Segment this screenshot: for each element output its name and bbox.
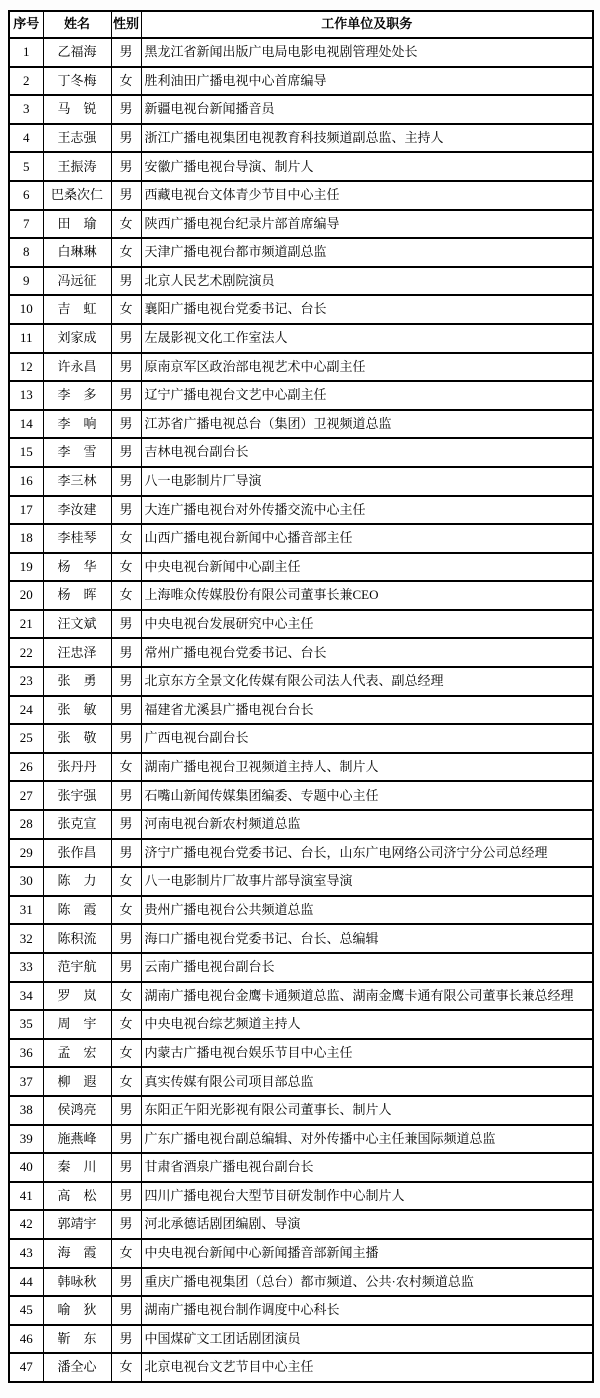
cell-work: 新疆电视台新闻播音员 — [141, 95, 593, 124]
cell-name: 张作昌 — [43, 839, 111, 868]
cell-gender: 男 — [111, 1268, 141, 1297]
table-row — [9, 1125, 593, 1154]
cell-name: 李汝建 — [43, 496, 111, 525]
cell-no: 36 — [9, 1039, 43, 1068]
cell-work: 中国煤矿文工团话剧团演员 — [141, 1325, 593, 1354]
cell-name: 周 宇 — [43, 1010, 111, 1039]
table-row — [9, 295, 593, 324]
cell-name: 杨 华 — [43, 553, 111, 582]
table-row — [9, 95, 593, 124]
cell-name: 吉 虹 — [43, 295, 111, 324]
cell-name: 马 锐 — [43, 95, 111, 124]
cell-work: 陕西广播电视台纪录片部首席编导 — [141, 210, 593, 239]
table-row — [9, 1153, 593, 1182]
table-row — [9, 381, 593, 410]
table-row — [9, 839, 593, 868]
cell-work: 襄阳广播电视台党委书记、台长 — [141, 295, 593, 324]
cell-no: 32 — [9, 924, 43, 953]
cell-gender: 男 — [111, 467, 141, 496]
cell-gender: 男 — [111, 638, 141, 667]
cell-work: 吉林电视台副台长 — [141, 438, 593, 467]
table-row — [9, 181, 593, 210]
cell-work: 石嘴山新闻传媒集团编委、专题中心主任 — [141, 781, 593, 810]
cell-name: 海 霞 — [43, 1239, 111, 1268]
cell-name: 王振涛 — [43, 152, 111, 181]
cell-no: 15 — [9, 438, 43, 467]
cell-name: 侯鸿亮 — [43, 1096, 111, 1125]
cell-name: 李 多 — [43, 381, 111, 410]
cell-work: 湖南广播电视台卫视频道主持人、制片人 — [141, 753, 593, 782]
cell-gender: 男 — [111, 610, 141, 639]
cell-no: 42 — [9, 1210, 43, 1239]
cell-work: 北京人民艺术剧院演员 — [141, 267, 593, 296]
table-row — [9, 896, 593, 925]
cell-work: 天津广播电视台都市频道副总监 — [141, 238, 593, 267]
cell-no: 45 — [9, 1296, 43, 1325]
cell-name: 王志强 — [43, 124, 111, 153]
cell-no: 43 — [9, 1239, 43, 1268]
table-row — [9, 610, 593, 639]
cell-name: 许永昌 — [43, 353, 111, 382]
cell-no: 26 — [9, 753, 43, 782]
cell-work: 北京东方全景文化传媒有限公司法人代表、副总经理 — [141, 667, 593, 696]
cell-no: 24 — [9, 696, 43, 725]
cell-gender: 女 — [111, 1067, 141, 1096]
cell-gender: 男 — [111, 1296, 141, 1325]
table-row — [9, 1296, 593, 1325]
table-row — [9, 924, 593, 953]
cell-gender: 男 — [111, 267, 141, 296]
cell-no: 23 — [9, 667, 43, 696]
table-row — [9, 953, 593, 982]
cell-name: 张丹丹 — [43, 753, 111, 782]
table-row — [9, 210, 593, 239]
table-row — [9, 324, 593, 353]
cell-no: 3 — [9, 95, 43, 124]
cell-work: 中央电视台综艺频道主持人 — [141, 1010, 593, 1039]
cell-no: 19 — [9, 553, 43, 582]
cell-work: 内蒙古广播电视台娱乐节目中心主任 — [141, 1039, 593, 1068]
cell-gender: 男 — [111, 1153, 141, 1182]
cell-no: 21 — [9, 610, 43, 639]
cell-name: 陈积流 — [43, 924, 111, 953]
cell-gender: 女 — [111, 1010, 141, 1039]
cell-gender: 男 — [111, 1096, 141, 1125]
header-cell-work: 工作单位及职务 — [141, 11, 593, 38]
cell-work: 山西广播电视台新闻中心播音部主任 — [141, 524, 593, 553]
cell-gender: 女 — [111, 210, 141, 239]
cell-gender: 女 — [111, 896, 141, 925]
cell-name: 张克宣 — [43, 810, 111, 839]
cell-work: 中央电视台发展研究中心主任 — [141, 610, 593, 639]
cell-work: 甘肃省酒泉广播电视台副台长 — [141, 1153, 593, 1182]
cell-work: 胜利油田广播电视中心首席编导 — [141, 67, 593, 96]
cell-name: 汪文斌 — [43, 610, 111, 639]
cell-gender: 男 — [111, 1210, 141, 1239]
cell-gender: 男 — [111, 810, 141, 839]
cell-work: 重庆广播电视集团（总台）都市频道、公共·农村频道总监 — [141, 1268, 593, 1297]
cell-no: 20 — [9, 581, 43, 610]
cell-name: 李三林 — [43, 467, 111, 496]
table-row — [9, 1325, 593, 1354]
table-row — [9, 1239, 593, 1268]
cell-work: 河北承德话剧团编剧、导演 — [141, 1210, 593, 1239]
table-row — [9, 410, 593, 439]
cell-work: 八一电影制片厂导演 — [141, 467, 593, 496]
cell-gender: 女 — [111, 295, 141, 324]
cell-no: 33 — [9, 953, 43, 982]
cell-work: 西藏电视台文体青少节目中心主任 — [141, 181, 593, 210]
cell-gender: 男 — [111, 781, 141, 810]
cell-work: 原南京军区政治部电视艺术中心副主任 — [141, 353, 593, 382]
cell-work: 辽宁广播电视台文艺中心副主任 — [141, 381, 593, 410]
cell-gender: 男 — [111, 724, 141, 753]
cell-work: 东阳正午阳光影视有限公司董事长、制片人 — [141, 1096, 593, 1125]
table-row — [9, 1067, 593, 1096]
cell-name: 巴桑次仁 — [43, 181, 111, 210]
cell-name: 罗 岚 — [43, 982, 111, 1011]
cell-name: 田 瑜 — [43, 210, 111, 239]
cell-gender: 男 — [111, 1325, 141, 1354]
cell-gender: 男 — [111, 152, 141, 181]
cell-name: 高 松 — [43, 1182, 111, 1211]
cell-no: 22 — [9, 638, 43, 667]
personnel-table — [8, 10, 594, 1383]
table-row — [9, 1268, 593, 1297]
cell-gender: 女 — [111, 238, 141, 267]
cell-name: 张 敬 — [43, 724, 111, 753]
header-cell-gender: 性别 — [111, 11, 141, 38]
cell-work: 常州广播电视台党委书记、台长 — [141, 638, 593, 667]
table-row — [9, 781, 593, 810]
cell-gender: 女 — [111, 753, 141, 782]
table-row — [9, 867, 593, 896]
table-row — [9, 553, 593, 582]
cell-work: 上海唯众传媒股份有限公司董事长兼CEO — [141, 581, 593, 610]
cell-work: 湖南广播电视台制作调度中心科长 — [141, 1296, 593, 1325]
cell-no: 11 — [9, 324, 43, 353]
cell-gender: 男 — [111, 324, 141, 353]
table-row — [9, 1353, 593, 1382]
cell-name: 韩咏秋 — [43, 1268, 111, 1297]
cell-work: 安徽广播电视台导演、制片人 — [141, 152, 593, 181]
cell-gender: 男 — [111, 124, 141, 153]
table-row — [9, 238, 593, 267]
table-row — [9, 581, 593, 610]
cell-gender: 女 — [111, 1353, 141, 1382]
cell-name: 刘家成 — [43, 324, 111, 353]
cell-no: 27 — [9, 781, 43, 810]
table-row — [9, 67, 593, 96]
cell-work: 浙江广播电视集团电视教育科技频道副总监、主持人 — [141, 124, 593, 153]
cell-work: 四川广播电视台大型节目研发制作中心制片人 — [141, 1182, 593, 1211]
cell-no: 28 — [9, 810, 43, 839]
cell-name: 丁冬梅 — [43, 67, 111, 96]
cell-no: 2 — [9, 67, 43, 96]
cell-no: 18 — [9, 524, 43, 553]
cell-name: 李桂琴 — [43, 524, 111, 553]
cell-no: 6 — [9, 181, 43, 210]
table-row — [9, 1182, 593, 1211]
cell-name: 陈 霞 — [43, 896, 111, 925]
cell-gender: 男 — [111, 181, 141, 210]
cell-no: 40 — [9, 1153, 43, 1182]
cell-work: 福建省尤溪县广播电视台台长 — [141, 696, 593, 725]
cell-no: 16 — [9, 467, 43, 496]
cell-gender: 男 — [111, 38, 141, 67]
cell-no: 1 — [9, 38, 43, 67]
cell-gender: 男 — [111, 95, 141, 124]
cell-work: 北京电视台文艺节目中心主任 — [141, 1353, 593, 1382]
cell-no: 7 — [9, 210, 43, 239]
cell-gender: 男 — [111, 496, 141, 525]
table-row — [9, 1039, 593, 1068]
table-row — [9, 1096, 593, 1125]
cell-gender: 女 — [111, 1039, 141, 1068]
cell-no: 4 — [9, 124, 43, 153]
cell-no: 34 — [9, 982, 43, 1011]
cell-name: 李 响 — [43, 410, 111, 439]
cell-gender: 男 — [111, 839, 141, 868]
cell-work: 中央电视台新闻中心新闻播音部新闻主播 — [141, 1239, 593, 1268]
cell-no: 12 — [9, 353, 43, 382]
cell-work: 贵州广播电视台公共频道总监 — [141, 896, 593, 925]
cell-no: 29 — [9, 839, 43, 868]
cell-work: 八一电影制片厂故事片部导演室导演 — [141, 867, 593, 896]
table-row — [9, 1010, 593, 1039]
cell-work: 广西电视台副台长 — [141, 724, 593, 753]
cell-name: 秦 川 — [43, 1153, 111, 1182]
cell-gender: 男 — [111, 953, 141, 982]
cell-gender: 男 — [111, 381, 141, 410]
header-row — [9, 11, 593, 38]
cell-name: 汪忠泽 — [43, 638, 111, 667]
header-cell-no: 序号 — [9, 11, 43, 38]
cell-gender: 男 — [111, 924, 141, 953]
table-row — [9, 638, 593, 667]
cell-no: 47 — [9, 1353, 43, 1382]
cell-work: 江苏省广播电视总台（集团）卫视频道总监 — [141, 410, 593, 439]
cell-no: 5 — [9, 152, 43, 181]
table-row — [9, 1210, 593, 1239]
cell-gender: 男 — [111, 353, 141, 382]
cell-no: 25 — [9, 724, 43, 753]
cell-gender: 男 — [111, 1182, 141, 1211]
cell-work: 济宁广播电视台党委书记、台长，山东广电网络公司济宁分公司总经理 — [141, 839, 593, 868]
cell-work: 黑龙江省新闻出版广电局电影电视剧管理处处长 — [141, 38, 593, 67]
table-row — [9, 753, 593, 782]
cell-gender: 男 — [111, 410, 141, 439]
cell-work: 广东广播电视台副总编辑、对外传播中心主任兼国际频道总监 — [141, 1125, 593, 1154]
table-row — [9, 38, 593, 67]
cell-name: 潘全心 — [43, 1353, 111, 1382]
cell-no: 13 — [9, 381, 43, 410]
cell-gender: 男 — [111, 438, 141, 467]
cell-gender: 女 — [111, 867, 141, 896]
cell-no: 41 — [9, 1182, 43, 1211]
cell-work: 海口广播电视台党委书记、台长、总编辑 — [141, 924, 593, 953]
cell-no: 38 — [9, 1096, 43, 1125]
cell-no: 35 — [9, 1010, 43, 1039]
cell-gender: 男 — [111, 696, 141, 725]
table-row — [9, 353, 593, 382]
cell-name: 冯远征 — [43, 267, 111, 296]
cell-name: 柳 遐 — [43, 1067, 111, 1096]
cell-no: 14 — [9, 410, 43, 439]
cell-name: 李 雪 — [43, 438, 111, 467]
cell-gender: 女 — [111, 1239, 141, 1268]
table-row — [9, 982, 593, 1011]
table-header — [9, 11, 593, 38]
cell-name: 张宇强 — [43, 781, 111, 810]
cell-gender: 女 — [111, 553, 141, 582]
table-row — [9, 152, 593, 181]
cell-name: 靳 东 — [43, 1325, 111, 1354]
table-body — [9, 38, 593, 1382]
cell-name: 喻 狄 — [43, 1296, 111, 1325]
table-row — [9, 438, 593, 467]
cell-no: 8 — [9, 238, 43, 267]
table-row — [9, 696, 593, 725]
cell-no: 37 — [9, 1067, 43, 1096]
cell-no: 46 — [9, 1325, 43, 1354]
cell-name: 张 勇 — [43, 667, 111, 696]
cell-gender: 女 — [111, 524, 141, 553]
table-row — [9, 267, 593, 296]
cell-work: 大连广播电视台对外传播交流中心主任 — [141, 496, 593, 525]
table-row — [9, 524, 593, 553]
cell-name: 乙福海 — [43, 38, 111, 67]
cell-gender: 男 — [111, 1125, 141, 1154]
cell-work: 中央电视台新闻中心副主任 — [141, 553, 593, 582]
cell-name: 陈 力 — [43, 867, 111, 896]
cell-gender: 女 — [111, 67, 141, 96]
cell-work: 云南广播电视台副台长 — [141, 953, 593, 982]
cell-name: 白琳琳 — [43, 238, 111, 267]
table-row — [9, 496, 593, 525]
table-row — [9, 810, 593, 839]
cell-name: 范宇航 — [43, 953, 111, 982]
table-row — [9, 667, 593, 696]
cell-no: 39 — [9, 1125, 43, 1154]
cell-name: 施燕峰 — [43, 1125, 111, 1154]
cell-gender: 女 — [111, 581, 141, 610]
cell-no: 10 — [9, 295, 43, 324]
cell-name: 郭靖宇 — [43, 1210, 111, 1239]
cell-gender: 女 — [111, 982, 141, 1011]
cell-work: 河南电视台新农村频道总监 — [141, 810, 593, 839]
cell-work: 湖南广播电视台金鹰卡通频道总监、湖南金鹰卡通有限公司董事长兼总经理 — [141, 982, 593, 1011]
table-row — [9, 124, 593, 153]
cell-no: 9 — [9, 267, 43, 296]
header-cell-name: 姓名 — [43, 11, 111, 38]
cell-name: 杨 晖 — [43, 581, 111, 610]
table-row — [9, 724, 593, 753]
cell-name: 张 敏 — [43, 696, 111, 725]
cell-no: 31 — [9, 896, 43, 925]
cell-work: 左晟影视文化工作室法人 — [141, 324, 593, 353]
cell-no: 44 — [9, 1268, 43, 1297]
cell-no: 30 — [9, 867, 43, 896]
cell-no: 17 — [9, 496, 43, 525]
cell-gender: 男 — [111, 667, 141, 696]
table-row — [9, 467, 593, 496]
cell-name: 孟 宏 — [43, 1039, 111, 1068]
cell-work: 真实传媒有限公司项目部总监 — [141, 1067, 593, 1096]
